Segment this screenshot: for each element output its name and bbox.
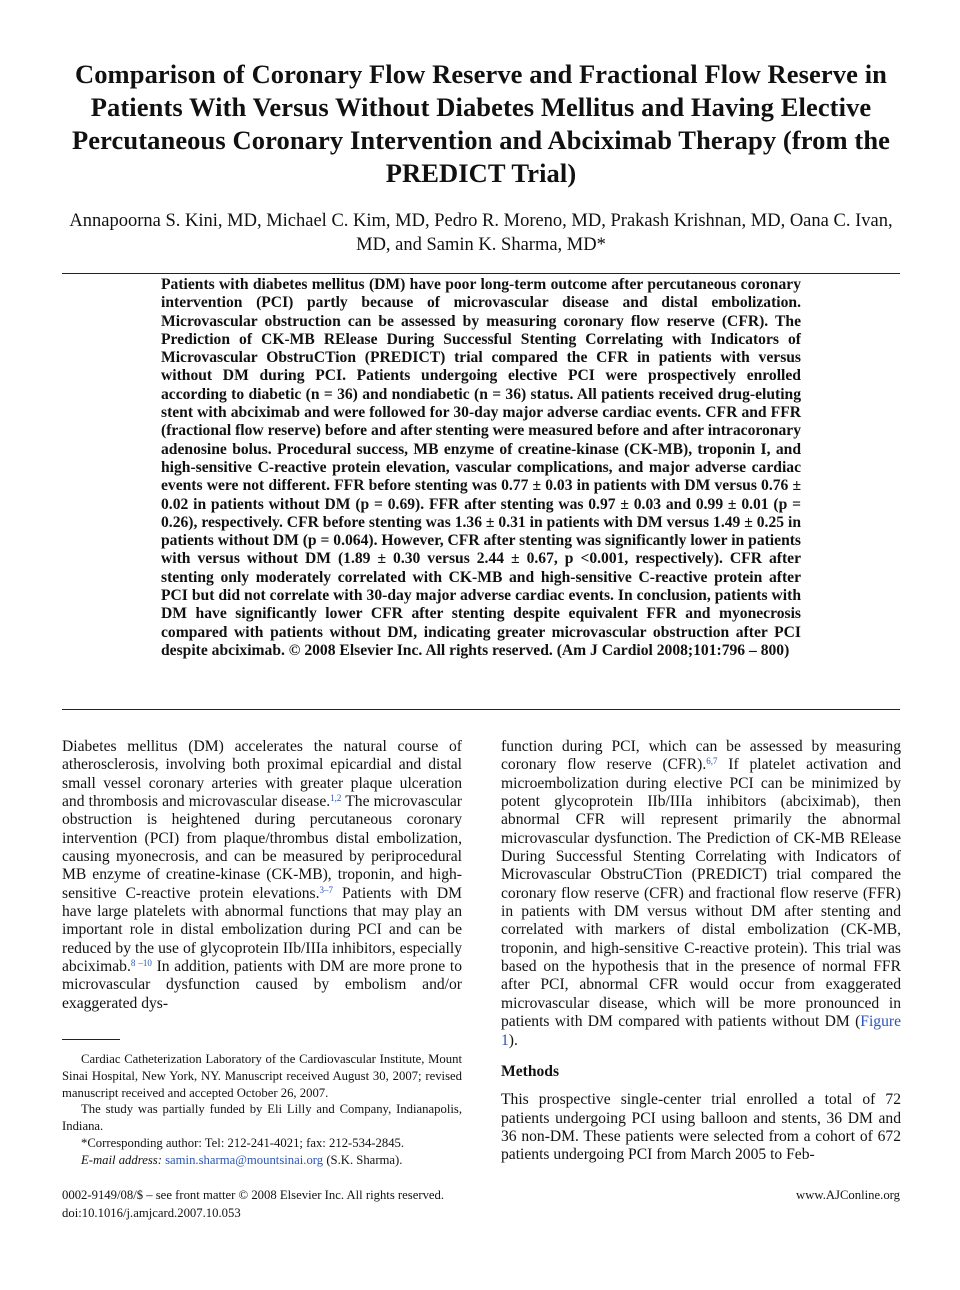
affiliation-note: Cardiac Catheterization Laboratory of the Cardiovascular Institute, Mount Sinai Hospital, New York, NY. Manuscript received August 30, 2007; revised manuscript received and accepted October 26, 2007. xyxy=(62,1052,462,1100)
issn-line: 0002-9149/08/$ – see front matter © 2008 Elsevier Inc. All rights reserved. xyxy=(62,1188,445,1202)
intro-paragraph-continued xyxy=(501,738,901,1050)
footnotes xyxy=(62,1051,462,1169)
author-list: Annapoorna S. Kini, MD, Michael C. Kim, MD, Pedro R. Moreno, MD, Prakash Krishnan, MD, Oana C. Ivan, MD, and Samin K. Sharma, MD* xyxy=(69,211,893,255)
email-link[interactable]: samin.sharma@mountsinai.org xyxy=(165,1152,324,1167)
intro-paragraph xyxy=(62,738,462,1013)
left-column xyxy=(62,738,462,1013)
email-note xyxy=(62,1152,462,1169)
intro-text-c: Patients with DM have large platelets with abnormal functions that may play an important role in distal embolization during PCI and can be reduced by the use of glycoprotein IIb/IIIa inhibitors, especially abciximab. xyxy=(62,884,462,976)
methods-heading: Methods xyxy=(501,1062,560,1080)
intro-text-a: Diabetes mellitus (DM) accelerates the natural course of atherosclerosis, involving both proximal epicardial and distal small vessel coronary arteries with greater plaque ulceration and thrombosis and microvascular disease. xyxy=(62,738,462,811)
article-title: Comparison of Coronary Flow Reserve and Fractional Flow Reserve in Patients With Versus Without Diabetes Mellitus and Having Elective Percutaneous Coronary Intervention and Abciximab Therapy (from the PREDICT Trial) xyxy=(71,59,891,188)
abstract-top-rule xyxy=(62,273,900,274)
citation-link[interactable]: 6,7 xyxy=(706,756,718,767)
email-label: E-mail address: xyxy=(81,1152,162,1167)
right-column xyxy=(501,738,901,1165)
intro-text-d: In addition, patients with DM are more prone to microvascular dysfunction caused by embolism and/or exaggerated dys- xyxy=(62,958,462,1012)
intro-cont-text-b: If platelet activation and microembolization during elective PCI can be minimized by potent glycoprotein IIb/IIIa inhibitors (abciximab), then abnormal CFR will represent primarily the abnormal microvascular dysfunction. The Prediction of CK-MB RElease During Successful Stenting Correlating with Indicators of Microvascular ObstruCTion (PREDICT) trial compared the coronary flow reserve (CFR) and fractional flow reserve (FFR) in patients with DM versus without DM after stenting and correlated with markers of distal embolization (CK-MB, troponin, and high-sensitive C-reactive protein). This trial was based on the hypothesis that in the presence of normal FFR after PCI, abnormal CFR would occur from exaggerated microvascular disease, which will be more pronounced in patients with DM compared with patients without DM ( xyxy=(501,756,901,1031)
citation-link[interactable]: 3–7 xyxy=(319,884,334,895)
citation-link[interactable]: 8 –10 xyxy=(130,958,152,969)
citation-link[interactable]: 1,2 xyxy=(330,793,342,804)
footnote-rule xyxy=(62,1039,120,1040)
email-suffix: (S.K. Sharma). xyxy=(323,1152,403,1167)
funding-note: The study was partially funded by Eli Lilly and Company, Indianapolis, Indiana. xyxy=(62,1102,462,1134)
doi-line: doi:10.1016/j.amjcard.2007.10.053 xyxy=(62,1205,241,1220)
intro-cont-text-c: ). xyxy=(508,1031,518,1049)
abstract: Patients with diabetes mellitus (DM) have poor long-term outcome after percutaneous coronary intervention (PCI) partly because of microvascular disease and distal embolization. Microvascular obstruction can be assessed by measuring coronary flow reserve (CFR). The Prediction of CK-MB RElease During Successful Stenting Correlating with Indicators of Microvascular ObstruCTion (PREDICT) trial compared the CFR in patients with versus without DM during PCI. Patients undergoing elective PCI were prospectively enrolled according to diabetic (n = 36) and nondiabetic (n = 36) status. All patients received drug-eluting stent with abciximab and were followed for 30-day major adverse cardiac events. CFR and FFR (fractional flow reserve) before and after stenting were measured before and after intracoronary adenosine bolus. Procedural success, MB enzyme of creatine-kinase (CK-MB), troponin I, and high-sensitive C-reactive protein elevation, vascular complications, and major adverse cardiac events were not different. FFR before stenting was 0.77 ± 0.03 in patients with DM versus 0.76 ± 0.02 in patients without DM (p = 0.69). FFR after stenting was 0.97 ± 0.03 and 0.99 ± 0.01 (p = 0.26), respectively. CFR before stenting was 1.36 ± 0.31 in patients with DM versus 1.49 ± 0.25 in patients without DM (p = 0.064). However, CFR after stenting was significantly lower in patients with versus without DM (1.89 ± 0.30 versus 2.44 ± 0.67, p <0.001, respectively). CFR after stenting only moderately correlated with CK-MB and high-sensitive C-reactive protein after PCI but did not correlate with 30-day major adverse cardiac events. In conclusion, patients with DM have significantly lower CFR after stenting despite equivalent FFR and myonecrosis compared with patients without DM, indicating greater microvascular obstruction after PCI despite abciximab. © 2008 Elsevier Inc. All rights reserved. (Am J Cardiol 2008;101:796 – 800) xyxy=(161,276,801,659)
intro-cont-text-a: function during PCI, which can be assessed by measuring coronary flow reserve (CFR). xyxy=(501,738,901,774)
intro-text-b: The microvascular obstruction is heightened during percutaneous coronary intervention (PCI) from plaque/thrombus distal embolization, causing myonecrosis, and can be measured by periprocedural MB enzyme of creatine-kinase (CK-MB), troponin, and high-sensitive C-reactive protein elevations. xyxy=(62,793,462,902)
publication-info xyxy=(62,1187,444,1222)
methods-paragraph: This prospective single-center trial enrolled a total of 72 patients undergoing PCI using balloon and stents, 36 DM and 36 non-DM. These patients were selected from a cohort of 672 patients undergoing PCI from March 2005 to Feb- xyxy=(501,1091,901,1164)
corresponding-author-note: *Corresponding author: Tel: 212-241-4021; fax: 212-534-2845. xyxy=(81,1135,405,1150)
figure-link[interactable]: Figure 1 xyxy=(501,1013,901,1049)
journal-website: www.AJConline.org xyxy=(796,1188,900,1202)
abstract-bottom-rule xyxy=(62,709,900,710)
